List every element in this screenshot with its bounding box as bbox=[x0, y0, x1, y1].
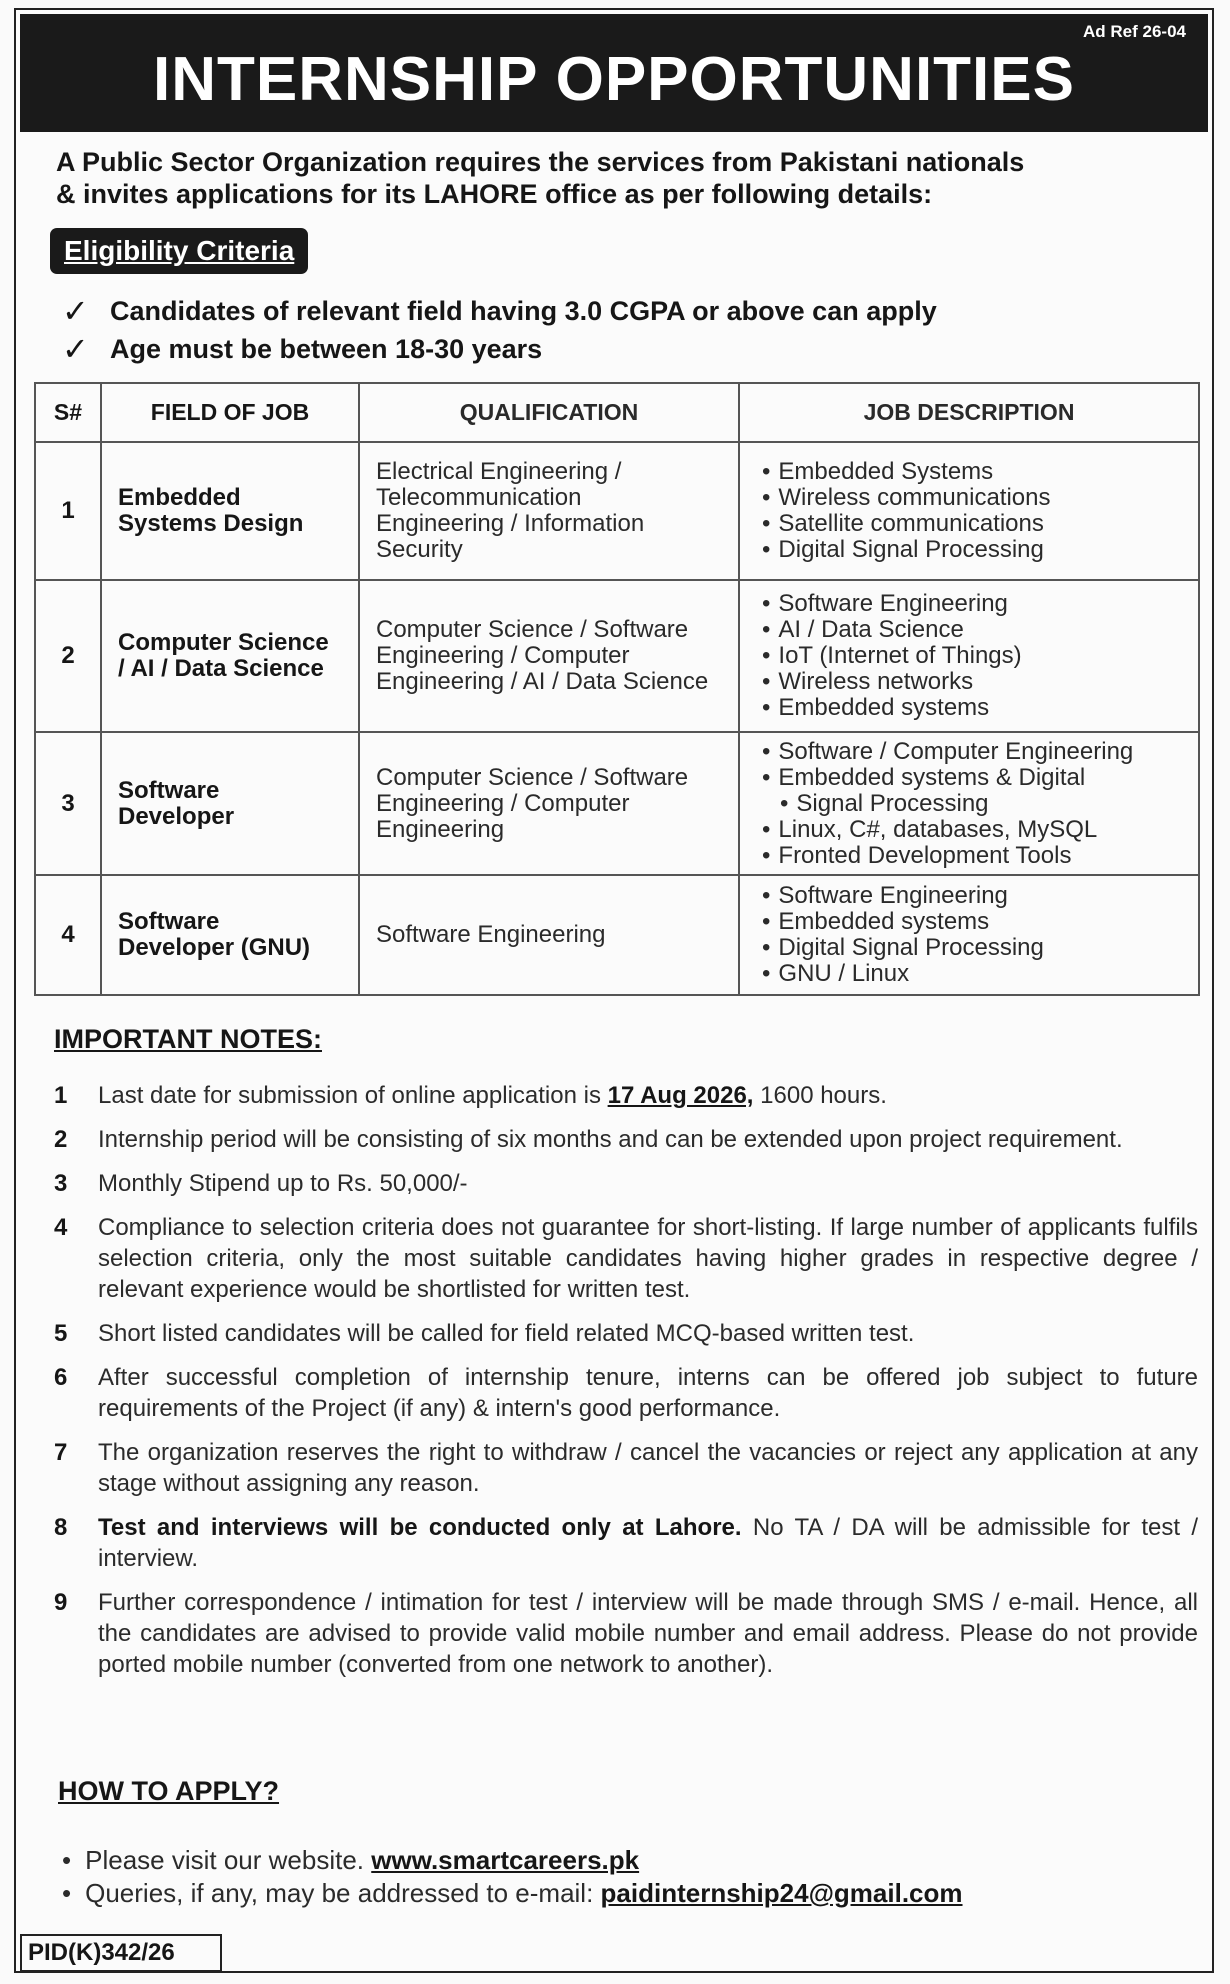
description-item: • Fronted Development Tools bbox=[762, 843, 1198, 869]
criteria-item bbox=[62, 292, 937, 330]
qualification-line: Engineering bbox=[376, 815, 505, 843]
apply-item-website bbox=[62, 1844, 963, 1877]
row-sn: 3 bbox=[35, 732, 101, 875]
criteria-text: Age must be between 18-30 years bbox=[110, 333, 543, 364]
note-item bbox=[54, 1212, 1198, 1305]
description-item: • AI / Data Science bbox=[762, 617, 1198, 643]
description-item: • Wireless networks bbox=[762, 669, 1198, 695]
field-line: Computer Science bbox=[118, 629, 329, 656]
description-item: • Software Engineering bbox=[762, 883, 1198, 909]
note-number: 3 bbox=[54, 1170, 68, 1197]
note-number: 7 bbox=[54, 1439, 68, 1466]
row-qualification bbox=[359, 580, 739, 732]
pid-code: PID(K)342/26 bbox=[20, 1934, 222, 1972]
table-row bbox=[35, 442, 1199, 580]
how-to-apply-heading: HOW TO APPLY? bbox=[58, 1776, 280, 1806]
header-qualification: QUALIFICATION bbox=[359, 383, 739, 442]
row-qualification bbox=[359, 732, 739, 875]
row-qualification bbox=[359, 442, 739, 580]
qualification-line: Software Engineering bbox=[376, 921, 606, 948]
note-text: After successful completion of internship tenure, interns can be offered job subject to future requirements of the Project (if any) & intern's good performance. bbox=[98, 1364, 1198, 1422]
deadline-date: 17 Aug 2026, bbox=[607, 1082, 754, 1109]
description-item: • Software / Computer Engineering bbox=[762, 739, 1198, 765]
apply-item-email bbox=[62, 1877, 963, 1910]
description-item: • IoT (Internet of Things) bbox=[762, 643, 1198, 669]
table-row bbox=[35, 732, 1199, 875]
description-item: • GNU / Linux bbox=[762, 961, 1198, 987]
field-line: Systems Design bbox=[118, 510, 304, 537]
row-sn: 1 bbox=[35, 442, 101, 580]
note-text bbox=[98, 1512, 1198, 1574]
description-item: • Satellite communications bbox=[762, 511, 1198, 537]
header-description: JOB DESCRIPTION bbox=[739, 383, 1199, 442]
note-number: 8 bbox=[54, 1514, 68, 1541]
note-item bbox=[54, 1124, 1198, 1155]
row-field bbox=[101, 875, 359, 995]
row-sn: 4 bbox=[35, 875, 101, 995]
note-item bbox=[54, 1437, 1198, 1499]
note-text: Monthly Stipend up to Rs. 50,000/- bbox=[98, 1170, 468, 1197]
qualification-line: Computer Science / Software bbox=[376, 763, 689, 791]
note-text: Short listed candidates will be called for field related MCQ-based written test. bbox=[98, 1320, 915, 1347]
field-line: Software bbox=[118, 908, 220, 935]
row-sn: 2 bbox=[35, 580, 101, 732]
apply-text: Queries, if any, may be addressed to e-mail: bbox=[85, 1878, 601, 1908]
note-text: Internship period will be consisting of six months and can be extended upon project requirement. bbox=[98, 1126, 1123, 1153]
eligibility-list bbox=[62, 292, 937, 368]
row-description bbox=[739, 442, 1199, 580]
note-item bbox=[54, 1318, 1198, 1349]
note-number: 2 bbox=[54, 1126, 68, 1153]
description-item: • Embedded systems & Digital bbox=[762, 765, 1198, 791]
note-item bbox=[54, 1168, 1198, 1199]
qualification-line: Engineering / Computer bbox=[376, 789, 630, 817]
row-description bbox=[739, 580, 1199, 732]
note-item bbox=[54, 1080, 1198, 1111]
qualification-line: Computer Science / Software bbox=[376, 616, 689, 643]
table-row bbox=[35, 875, 1199, 995]
note-text: Further correspondence / intimation for test / interview will be made through SMS / e-mail. Hence, all the candidates are advised to provide valid mobile number and email address. Please do not provide ported mobile number (converted from one network to another). bbox=[98, 1589, 1198, 1678]
intro-line-2: & invites applications for its LAHORE office as per following details: bbox=[56, 179, 933, 209]
row-field bbox=[101, 580, 359, 732]
notes-heading: IMPORTANT NOTES: bbox=[54, 1024, 322, 1054]
eligibility-heading: Eligibility Criteria bbox=[50, 228, 308, 274]
note-number: 9 bbox=[54, 1589, 68, 1616]
criteria-item bbox=[62, 330, 937, 368]
apply-text: Please visit our website. bbox=[85, 1845, 372, 1875]
qualification-line: Engineering / AI / Data Science bbox=[376, 668, 709, 695]
note-text: The organization reserves the right to withdraw / cancel the vacancies or reject any application at any stage without assigning any reason. bbox=[98, 1439, 1198, 1497]
note-text-part: 1600 hours. bbox=[753, 1082, 887, 1109]
criteria-text: Candidates of relevant field having 3.0 CGPA or above can apply bbox=[110, 295, 937, 326]
ad-reference: Ad Ref 26-04 bbox=[1083, 22, 1186, 41]
header-banner bbox=[20, 14, 1208, 132]
advertisement-frame bbox=[14, 8, 1214, 1973]
page-title: INTERNSHIP OPPORTUNITIES bbox=[153, 45, 1075, 114]
row-field bbox=[101, 732, 359, 875]
note-text bbox=[98, 1080, 1198, 1111]
note-bold-text: Test and interviews will be conducted only at Lahore. bbox=[98, 1514, 742, 1541]
table-header-row bbox=[35, 383, 1199, 442]
description-item: • Embedded Systems bbox=[762, 459, 1198, 485]
qualification-line: Electrical Engineering / bbox=[376, 458, 622, 485]
description-item: • Digital Signal Processing bbox=[762, 537, 1198, 563]
note-text: Compliance to selection criteria does not guarantee for short-listing. If large number of applicants fulfils selection criteria, only the most suitable candidates having higher grades in respective degree / relevant experience would be shortlisted for written test. bbox=[98, 1214, 1198, 1303]
apply-list bbox=[62, 1844, 963, 1910]
intro-line-1: A Public Sector Organization requires the services from Pakistani nationals bbox=[56, 147, 1025, 177]
description-item: • Linux, C#, databases, MySQL bbox=[762, 817, 1198, 843]
jobs-table bbox=[34, 382, 1200, 996]
check-icon: ✓ bbox=[62, 331, 89, 367]
description-item: • Signal Processing bbox=[762, 791, 1198, 817]
note-item bbox=[54, 1587, 1198, 1680]
check-icon: ✓ bbox=[62, 293, 89, 329]
qualification-line: Engineering / Information bbox=[376, 510, 645, 537]
field-line: Developer (GNU) bbox=[118, 934, 311, 961]
qualification-line: Telecommunication bbox=[376, 484, 582, 511]
header-sn: S# bbox=[35, 383, 101, 442]
description-item: • Embedded systems bbox=[762, 695, 1198, 721]
email-link[interactable]: paidinternship24@gmail.com bbox=[600, 1878, 963, 1908]
note-number: 5 bbox=[54, 1320, 68, 1347]
description-item: • Digital Signal Processing bbox=[762, 935, 1198, 961]
field-line: Embedded bbox=[118, 484, 241, 511]
row-description bbox=[739, 875, 1199, 995]
table-row bbox=[35, 580, 1199, 732]
website-link[interactable]: www.smartcareers.pk bbox=[371, 1845, 640, 1875]
field-line: Developer bbox=[118, 802, 235, 830]
row-description bbox=[739, 732, 1199, 875]
qualification-line: Security bbox=[376, 536, 463, 563]
note-text-part: Last date for submission of online application is bbox=[98, 1082, 608, 1109]
description-item: • Embedded systems bbox=[762, 909, 1198, 935]
note-number: 6 bbox=[54, 1364, 68, 1391]
note-item bbox=[54, 1512, 1198, 1574]
note-item bbox=[54, 1362, 1198, 1424]
row-field bbox=[101, 442, 359, 580]
note-number: 1 bbox=[54, 1082, 68, 1109]
field-line: / AI / Data Science bbox=[118, 655, 324, 682]
qualification-line: Engineering / Computer bbox=[376, 642, 630, 669]
notes-list bbox=[54, 1080, 1198, 1693]
field-line: Software bbox=[118, 776, 220, 804]
intro-text bbox=[56, 146, 1196, 210]
row-qualification bbox=[359, 875, 739, 995]
header-field: FIELD OF JOB bbox=[101, 383, 359, 442]
note-number: 4 bbox=[54, 1214, 68, 1241]
description-item: • Wireless communications bbox=[762, 485, 1198, 511]
note-text-part: No TA / DA will be admissible for test / interview. bbox=[98, 1514, 1199, 1572]
description-item: • Software Engineering bbox=[762, 591, 1198, 617]
